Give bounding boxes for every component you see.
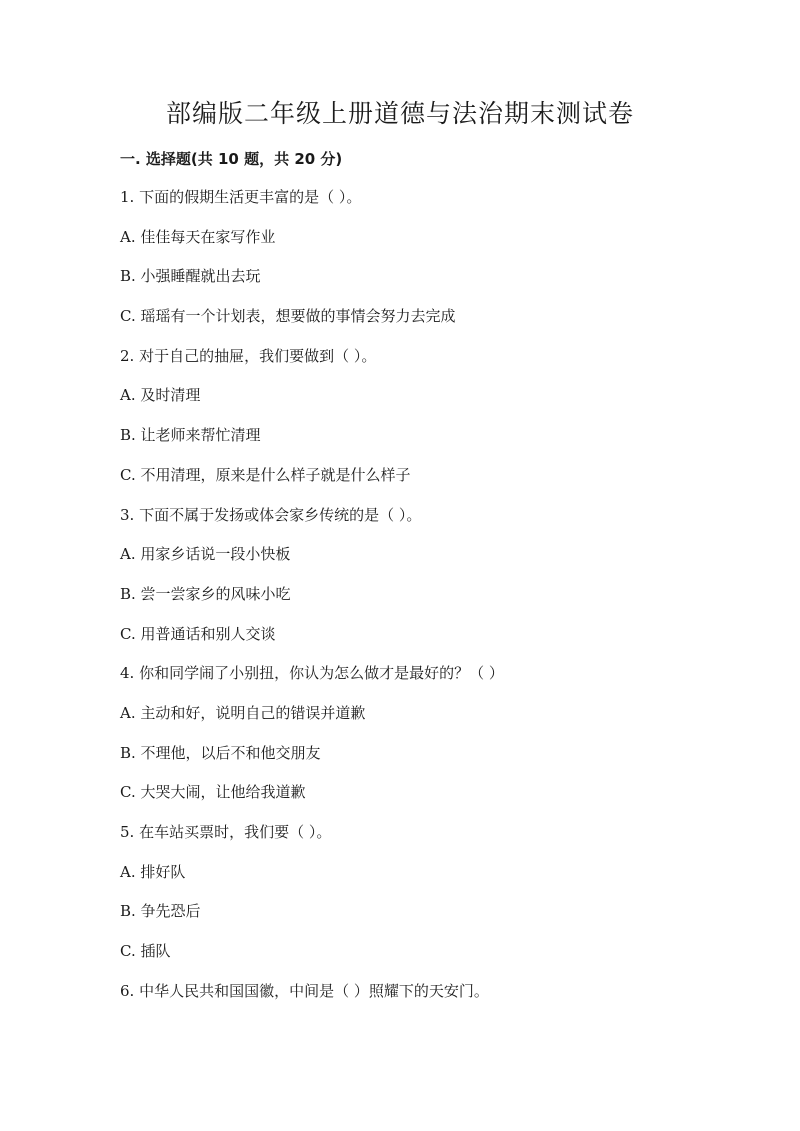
- answer-option: A. 及时清理: [120, 386, 201, 405]
- section-header: 一. 选择题(共 10 题，共 20 分): [120, 150, 343, 168]
- answer-option: C. 瑶瑶有一个计划表，想要做的事情会努力去完成: [120, 307, 456, 326]
- answer-option: C. 大哭大闹，让他给我道歉: [120, 783, 306, 802]
- answer-option: A. 排好队: [120, 862, 186, 881]
- answer-option: A. 佳佳每天在家写作业: [120, 227, 276, 246]
- answer-option: B. 尝一尝家乡的风味小吃: [120, 584, 291, 603]
- answer-option: B. 争先恐后: [120, 902, 201, 921]
- answer-option: C. 用普通话和别人交谈: [120, 624, 276, 643]
- question-stem: 1. 下面的假期生活更丰富的是（ ）。: [120, 188, 362, 206]
- answer-option: B. 让老师来帮忙清理: [120, 426, 261, 445]
- answer-option: C. 插队: [120, 942, 171, 961]
- question-stem: 5. 在车站买票时，我们要（ ）。: [120, 823, 332, 841]
- answer-option: A. 主动和好，说明自己的错误并道歉: [120, 703, 366, 722]
- question-stem: 6. 中华人民共和国国徽，中间是（ ）照耀下的天安门。: [120, 981, 489, 1000]
- question-stem: 2. 对于自己的抽屉，我们要做到（ ）。: [120, 346, 377, 365]
- answer-option: A. 用家乡话说一段小快板: [120, 545, 291, 564]
- document-title: 部编版二年级上册道德与法治期末测试卷: [165, 99, 634, 128]
- question-stem: 4. 你和同学闹了小别扭，你认为怎么做才是最好的？（ ）: [120, 664, 504, 683]
- question-list: [120, 187, 720, 1020]
- answer-option: B. 不理他，以后不和他交朋友: [120, 743, 321, 762]
- question-stem: 3. 下面不属于发扬或体会家乡传统的是（ ）。: [120, 505, 422, 524]
- answer-option: C. 不用清理，原来是什么样子就是什么样子: [120, 465, 411, 484]
- answer-option: B. 小强睡醒就出去玩: [120, 267, 261, 286]
